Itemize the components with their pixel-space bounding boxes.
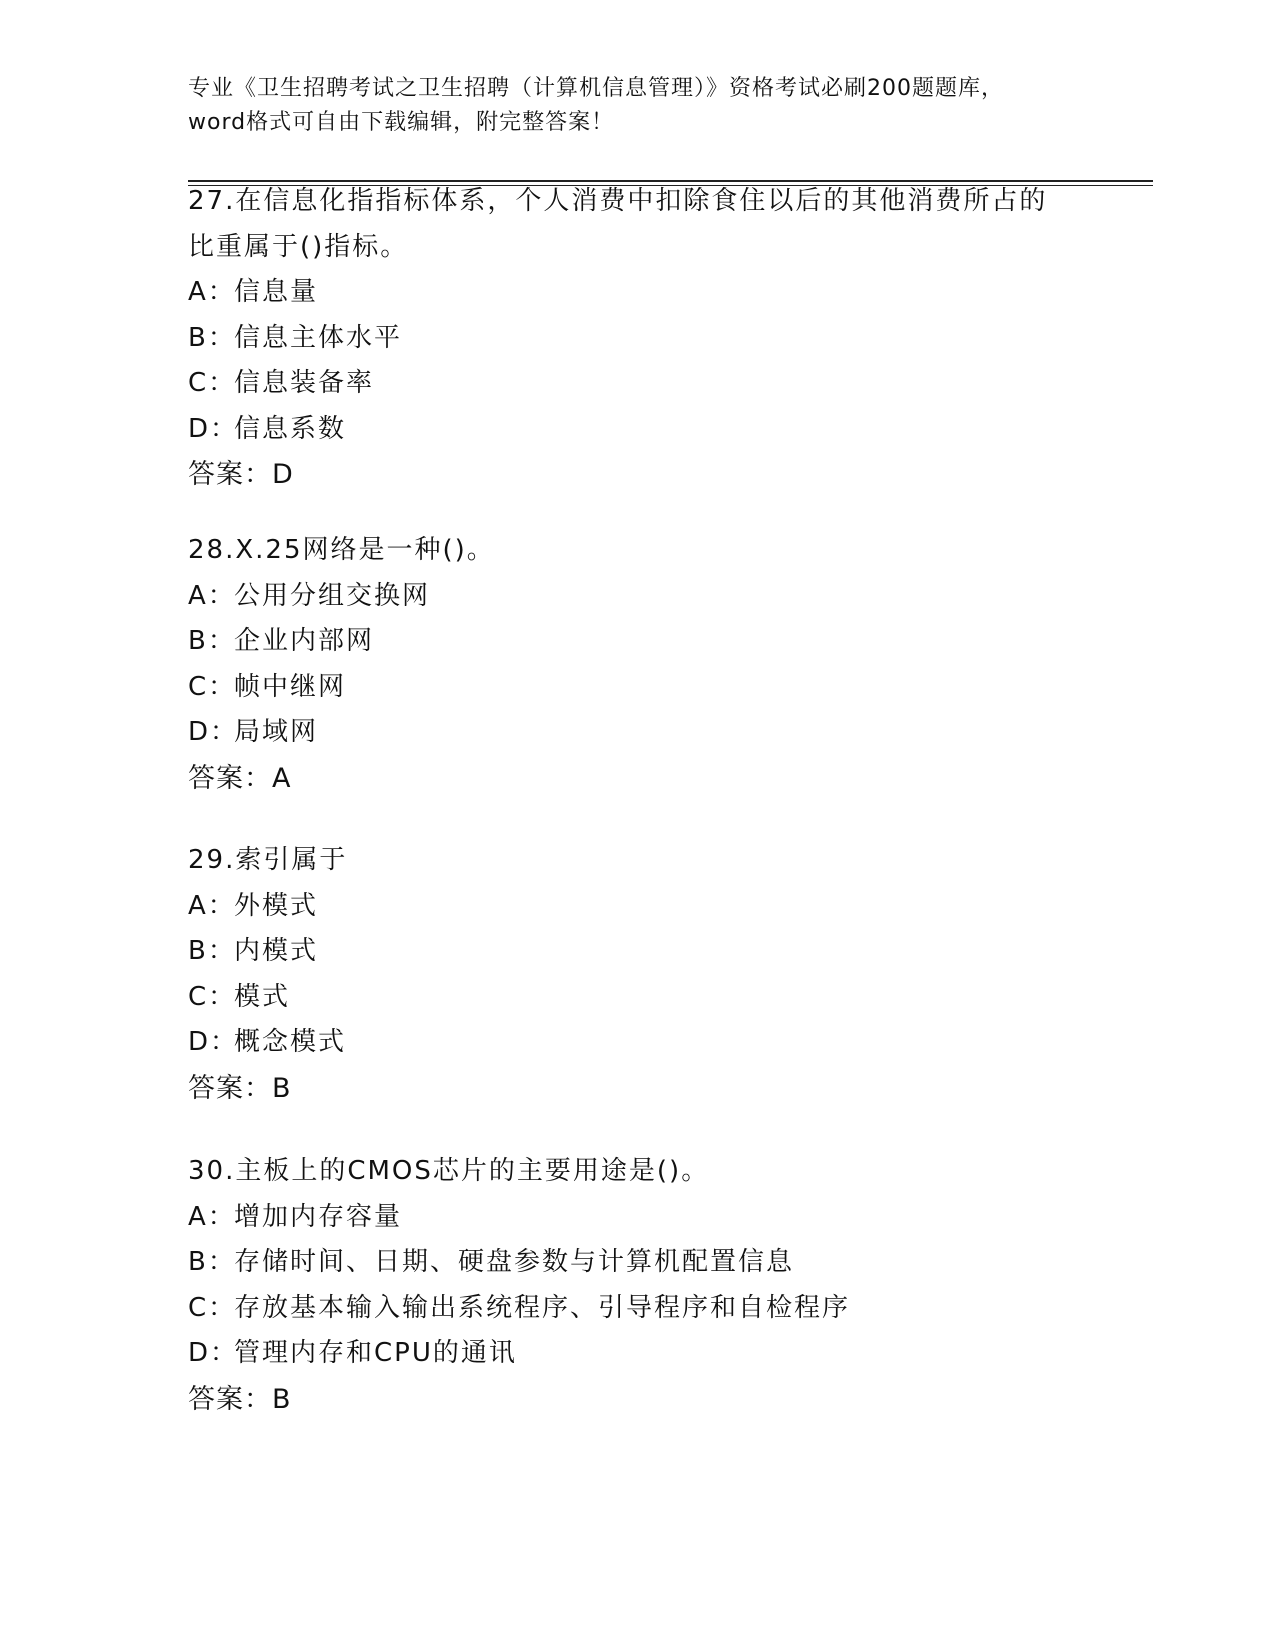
question-30 [188, 1149, 1088, 1422]
option-text: 存放基本输入输出系统程序、引导程序和自检程序 [234, 1292, 851, 1323]
option-text: 模式 [234, 981, 291, 1012]
option-letter: B： [188, 936, 236, 966]
option-text: 信息系数 [234, 413, 347, 444]
option-text: 信息主体水平 [234, 322, 403, 353]
option-b [188, 316, 1088, 362]
question-28 [188, 528, 1088, 801]
option-letter: B： [188, 1247, 236, 1277]
question-stem: 29.索引属于 [188, 845, 348, 875]
option-a [188, 574, 1088, 620]
option-c [188, 361, 1088, 407]
document-header [188, 72, 1088, 140]
option-letter: B： [188, 626, 236, 656]
option-letter: A： [188, 277, 236, 307]
option-letter: C： [188, 368, 237, 398]
option-letter: A： [188, 1201, 236, 1232]
option-letter: B： [188, 322, 236, 353]
option-d [188, 407, 1088, 453]
option-c [188, 665, 1088, 711]
option-text: 内模式 [234, 936, 319, 966]
option-text: 概念模式 [234, 1027, 347, 1057]
option-letter: D： [188, 413, 239, 444]
option-a [188, 1195, 1088, 1241]
option-b [188, 929, 1088, 975]
question-stem: 27.在信息化指指标体系，个人消费中扣除食住以后的其他消费所占的 [188, 186, 1048, 216]
option-text: 增加内存容量 [234, 1201, 403, 1232]
question-stem: 28.X.25网络是一种()。 [188, 535, 495, 565]
option-letter: D： [188, 1338, 239, 1368]
header-line-2: word格式可自由下载编辑，附完整答案！ [188, 110, 615, 135]
option-text: 外模式 [234, 890, 319, 921]
option-d [188, 1331, 1088, 1377]
option-letter: D： [188, 1027, 239, 1057]
option-letter: A： [188, 890, 236, 921]
option-letter: D： [188, 717, 239, 747]
option-c [188, 975, 1088, 1021]
option-d [188, 710, 1088, 756]
option-b [188, 1240, 1088, 1286]
option-letter: C： [188, 981, 237, 1012]
option-b [188, 619, 1088, 665]
answer-line: 答案：B [188, 1072, 292, 1104]
option-text: 存储时间、日期、硬盘参数与计算机配置信息 [234, 1247, 795, 1277]
question-27 [188, 179, 1088, 498]
option-text: 公用分组交换网 [234, 580, 431, 611]
option-text: 信息量 [234, 277, 319, 307]
answer-line: 答案：B [188, 1383, 292, 1415]
question-stem: 30.主板上的CMOS芯片的主要用途是()。 [188, 1156, 710, 1186]
option-text: 局域网 [234, 717, 319, 747]
option-text: 帧中继网 [234, 671, 347, 702]
question-stem: 比重属于()指标。 [188, 231, 409, 262]
option-text: 企业内部网 [234, 626, 375, 656]
option-text: 管理内存和CPU的通讯 [234, 1338, 517, 1368]
answer-line: 答案：D [188, 459, 294, 490]
option-text: 信息装备率 [234, 368, 375, 398]
option-letter: A： [188, 580, 236, 611]
option-a [188, 884, 1088, 930]
question-29 [188, 838, 1088, 1111]
option-letter: C： [188, 671, 237, 702]
answer-line: 答案：A [188, 762, 292, 794]
option-a [188, 270, 1088, 316]
header-line-1: 专业《卫生招聘考试之卫生招聘（计算机信息管理）》资格考试必刷200题题库， [188, 76, 1004, 101]
option-letter: C： [188, 1292, 237, 1323]
option-d [188, 1020, 1088, 1066]
option-c [188, 1286, 1088, 1332]
